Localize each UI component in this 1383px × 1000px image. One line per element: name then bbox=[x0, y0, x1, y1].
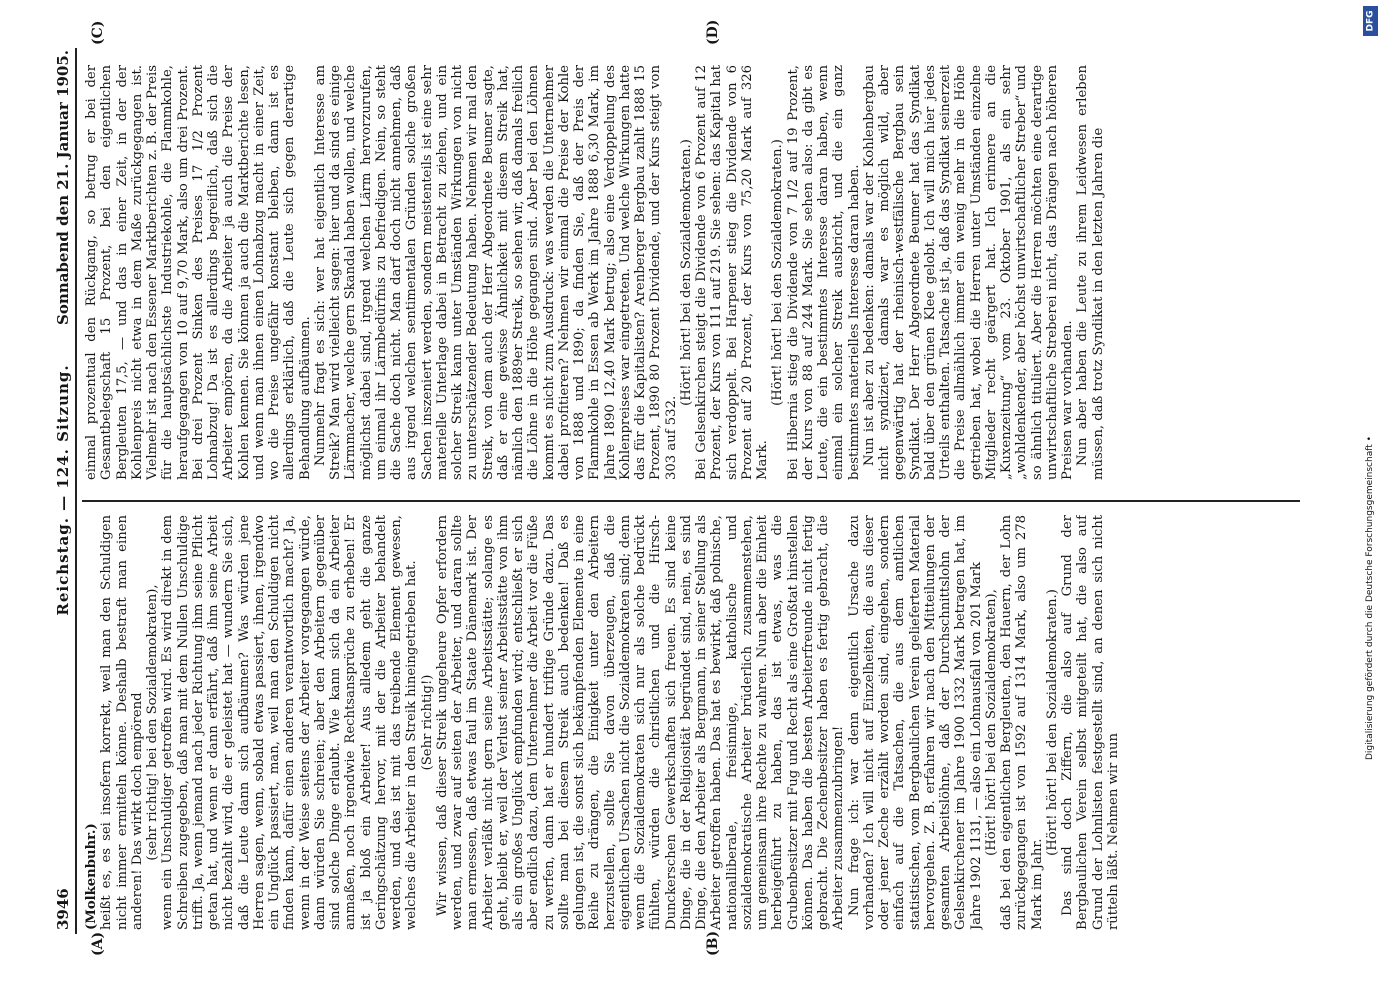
paragraph: wenn ein Unschuldiger getroffen wird. Es wird direkt in dem Schreiben zugegeben, daß man mit dem Nullen Unschuldige trifft. Ja, wenn jemand nach jeder Richtung ihm seine Pflicht getan hat, und wenn er dann erfährt, daß ihm seine Arbeit nicht bezahlt wird, die er geleistet hat — wundern Sie sich, daß die Leute dann sich aufbäumen? Was würden jene Herren sagen, wenn, sobald etwas passiert, ihnen, irgendwo ein Unglück passiert, man, weil man den Schuldigen nicht finden kann, dafür einen anderen verantwortlich macht? Ja, wenn in der Weise seitens der Arbeiter vorgegangen würde, dann würden Sie schreien; aber den Arbeitern gegenüber sind solche Dinge erlaubt. Wie kann sich da ein Arbeiter anmaßen, noch irgendwie Rechtsansprüche zu erheben! Er ist ja bloß ein Arbeiter! Aus alledem geht die ganze Geringschätzung hervor, mit der die Arbeiter behandelt werden, und das ist mit das treibende Element gewesen, welches die Arbeiter in den Streik hineingetrieben hat. bbox=[160, 515, 420, 930]
margin-mark-d: (D) bbox=[705, 19, 721, 45]
page-number: 3946 bbox=[54, 888, 72, 930]
page-header bbox=[50, 50, 76, 930]
left-column bbox=[84, 515, 1294, 930]
margin-mark-c: (C) bbox=[90, 20, 106, 45]
paragraph: Nun ist aber zu bedenken: damals war der Kohlenbergbau nicht syndiziert, damals war es möglich wild, aber gegenwärtig hat der rheinisch-westfälische Bergbau sein Syndikat. Der Herr Abgeordnete Beumer hat das Syndikat bald über den grünen Klee gelobt. Ich will mich hier jedes Urteils enthalten. Tatsache ist ja, daß das Syndikat seinerzeit die Preise allmählich immer ein wenig mehr in die Höhe getrieben hat, wobei die Herren unter Umständen einzelne Mitglieder recht geärgert hat. Ich erinnere an die „Kuxenzeitung“ vom 23. Oktober 1901, als ein sehr „wohldenkender, aber höchst unwirtschaftlicher Streber“ und so ähnlich tituliert. Aber die Herren möchten eine derartige unwirtschaftliche Streberei nicht, das Drängen nach höheren Preisen war vorhanden. bbox=[861, 65, 1075, 480]
interjection: (Hört! hört! bei den Sozialdemokraten.) bbox=[678, 139, 694, 406]
speaker-name: (Molkenbuhr.) bbox=[84, 823, 99, 930]
paragraph: Bei Hibernia stieg die Dividende von 7 1/2 auf 19 Prozent, der Kurs von 88 auf 244 Mark. Sie sehen also: da gibt es Leute, die ein bestimmtes Interesse daran haben, wenn einmal ein solcher Streik ausbricht, und die ein ganz bestimmtes materielles Interesse daran haben. bbox=[785, 65, 862, 480]
interjection: (Hört! hört! bei den Sozialdemokraten.) bbox=[770, 139, 786, 406]
session-date: Sonnabend den 21. Januar 1905. bbox=[54, 50, 72, 325]
paragraph: einmal prozentual den Rückgang, so betrug er bei der Gesamtbelegschaft 15 Prozent, bei den eigentlichen Bergleuten 17,5, — und das in einer Zeit, in der der Kohlenpreis nicht etwa in dem Maße zurückgegangen ist. Vielmehr ist nach den Essener Marktberichten z. B. der Preis für die hauptsächlichste Industriekohle, die Flammkohle, heraufgegangen von 10 auf 9,70 Mark, also um drei Prozent. Bei drei Prozent Sinken des Preises 17 1/2 Prozent Lohnabzug! Da ist es allerdings begreiflich, daß sich die Arbeiter empören, da die Arbeiter ja auch die Preise der Kohlen kennen. Sie können ja auch die Marktberichte lesen, und wenn man ihnen einen Lohnabzug macht in einer Zeit, wo die Preise ungefähr konstant bleiben, dann ist es allerdings erklärlich, daß die Leute sich gegen derartige Behandlung aufbäumen. bbox=[84, 65, 313, 480]
paragraph: daß bei den eigentlichen Bergleuten, den Hauern, der Lohn zurückgegangen ist von 1592 auf 1314 Mark, also um 278 Mark im Jahr. bbox=[999, 515, 1045, 930]
interjection: (sehr richtig! bei den Sozialdemokraten), bbox=[145, 584, 160, 861]
paragraph: Bei Gelsenkirchen steigt die Dividende von 6 Prozent auf 12 Prozent, der Kurs von 111 auf 219. Sie sehen: das Kapital hat sich verdoppelt. Bei Harpener stieg die Dividende von 6 Prozent auf 20 Prozent, der Kurs von 75,20 Mark auf 326 Mark. bbox=[694, 65, 770, 480]
page-title: Reichstag. — 124. Sitzung. bbox=[54, 364, 72, 616]
paragraph: Wir wissen, daß dieser Streik ungeheure Opfer erfordern werden, und zwar auf seiten der Arbeiter, und daran sollte man ermessen, daß etwas faul im Staate Dänemark ist. Der Arbeiter verläßt nicht gern seine Arbeitsstätte; solange es geht, bleibt er, weil der Verlust seiner Arbeitsstätte von ihm als ein großes Unglück empfunden wird; entschließt er sich aber endlich dazu, dem Unternehmer die Arbeit vor die Füße zu werfen, dann hat er hundert triftige Gründe dazu. Das sollte man bei diesem Streik auch bedenken! Daß es gelungen ist, die sonst sich bekämpfenden Elemente in eine Reihe zu drängen, die Einigkeit unter den Arbeitern herzustellen, sollte Sie davon überzeugen, daß die eigentlichen Ursachen nicht die Sozialdemokraten sind; denn wenn die Sozialdemokraten sich nur als solche bedrückt fühlten, würden die christlichen und die Hirsch-Dunckerschen Gewerkschaften sich freuen. Es sind keine Dinge, die in der Religiosität begründet sind, nein, es sind Dinge, die den Arbeiter als Bergmann, in seiner Stellung als Arbeiter getroffen haben. Das hat es bewirkt, daß polnische, nationalliberale, freisinnige, katholische und sozialdemokratische Arbeiter brüderlich zusammenstehen, um gemeinsam ihre Rechte zu wahren. Nun aber die Einheit herbeigeführt zu haben, das ist etwas, was die Grubenbesitzer mit Fug und Recht als eine Großtat hinstellen können. Das haben die besten Arbeiterfreunde nicht fertig gebracht. Die Zechenbesitzer haben es fertig gebracht, die Arbeiter zusammenzubringen! bbox=[434, 515, 847, 930]
column-rule bbox=[82, 500, 1300, 502]
paragraph: heißt es, es sei insofern korrekt, weil man den Schuldigen nicht immer ermitteln könne. Deshalb bestraft man einen anderen! Das wirkt doch empörend bbox=[99, 515, 145, 930]
paragraph: Das sind doch Ziffern, die also auf Grund der Bergbaulichen Verein selbst mitgeteilt hat, die also auf Grund der Lohnlisten festgestellt sind, an denen sich nicht rütteln läßt. Nehmen wir nun bbox=[1060, 515, 1121, 930]
paragraph: Nun frage ich: war denn eigentlich Ursache dazu vorhanden? Ich will nicht auf Einzelheiten, die aus dieser oder jener Zeche erzählt worden sind, eingehen, sondern einfach auf die Tatsachen, die aus dem amtlichen statistischen, vom Bergbaulichen Verein gelieferten Material hervorgehen. Z. B. erfahren wir nach den Mitteilungen der gesamten Arbeitslöhne, daß der Durchschnittslohn der Gelsenkirchener im Jahre 1900 1332 Mark betragen hat, im Jahre 1902 1131, — also ein Lohnausfall von 201 Mark bbox=[846, 515, 984, 930]
paragraph: Nunmehr fragt es sich: wer hat eigentlich Interesse am Streik? Man wird vielleicht sagen: hier und da sind es einige Lärmmacher, welche gern Skandal haben wollen, und welche möglichst dabei sind, irgend welchen Lärm hervorzurufen, um einmal ihr Lärmbedürfnis zu befriedigen. Nein, so steht die Sache doch nicht. Man darf doch nicht annehmen, daß aus irgend welchen sentimentalen Gründen solche großen Sachen inszeniert werden, sondern meistenteils ist eine sehr materielle Unterlage dabei in Betracht zu ziehen, und ein solcher Streik kann unter Umständen Wirkungen von nicht zu unterschätzender Bedeutung haben. Nehmen wir mal den Streik, von dem auch der Herr Abgeordnete Beumer sagte, daß er eine gewisse Ähnlichkeit mit diesem Streik hat, nämlich den 1889er Streik, so sehen wir, daß damals freilich die Löhne in die Höhe gegangen sind. Aber bei den Löhnen kommt es nicht zum Ausdruck: was werden die Unternehmer dabei profitieren? Nehmen wir einmal die Preise der Kohle von 1888 und 1890; da finden Sie, daß der Preis der Flammkohle in Essen ab Werk im Jahre 1888 6,30 Mark, im Jahre 1890 12,40 Mark betrug; also eine Verdoppelung des Kohlenpreises war eingetreten. Und welche Wirkungen hatte das für die Kapitalisten? Arenberger Bergbau zahlt 1888 15 Prozent, 1890 80 Prozent Dividende, und der Kurs steigt von 303 auf 532. bbox=[312, 65, 679, 480]
right-column bbox=[84, 65, 1294, 480]
interjection: (Hört! hört! bei den Sozialdemokraten.) bbox=[1044, 589, 1060, 856]
interjection: (Sehr richtig!) bbox=[419, 674, 435, 771]
margin-mark-b: (B) bbox=[705, 930, 721, 956]
paragraph: Nun aber haben die Leute zu ihrem Leidwesen erleben müssen, daß trotz Syndikat in den letzten Jahren die bbox=[1075, 65, 1106, 480]
interjection: (Hört! hört! bei den Sozialdemokraten), bbox=[983, 589, 999, 856]
margin-mark-a: (A) bbox=[90, 931, 106, 956]
header-rule bbox=[75, 48, 77, 934]
dfg-logo-text: DFG bbox=[1365, 10, 1376, 32]
digitization-credit: Digitalisierung gefördert durch die Deutsche Forschungsgemeinschaft • bbox=[1365, 436, 1375, 760]
